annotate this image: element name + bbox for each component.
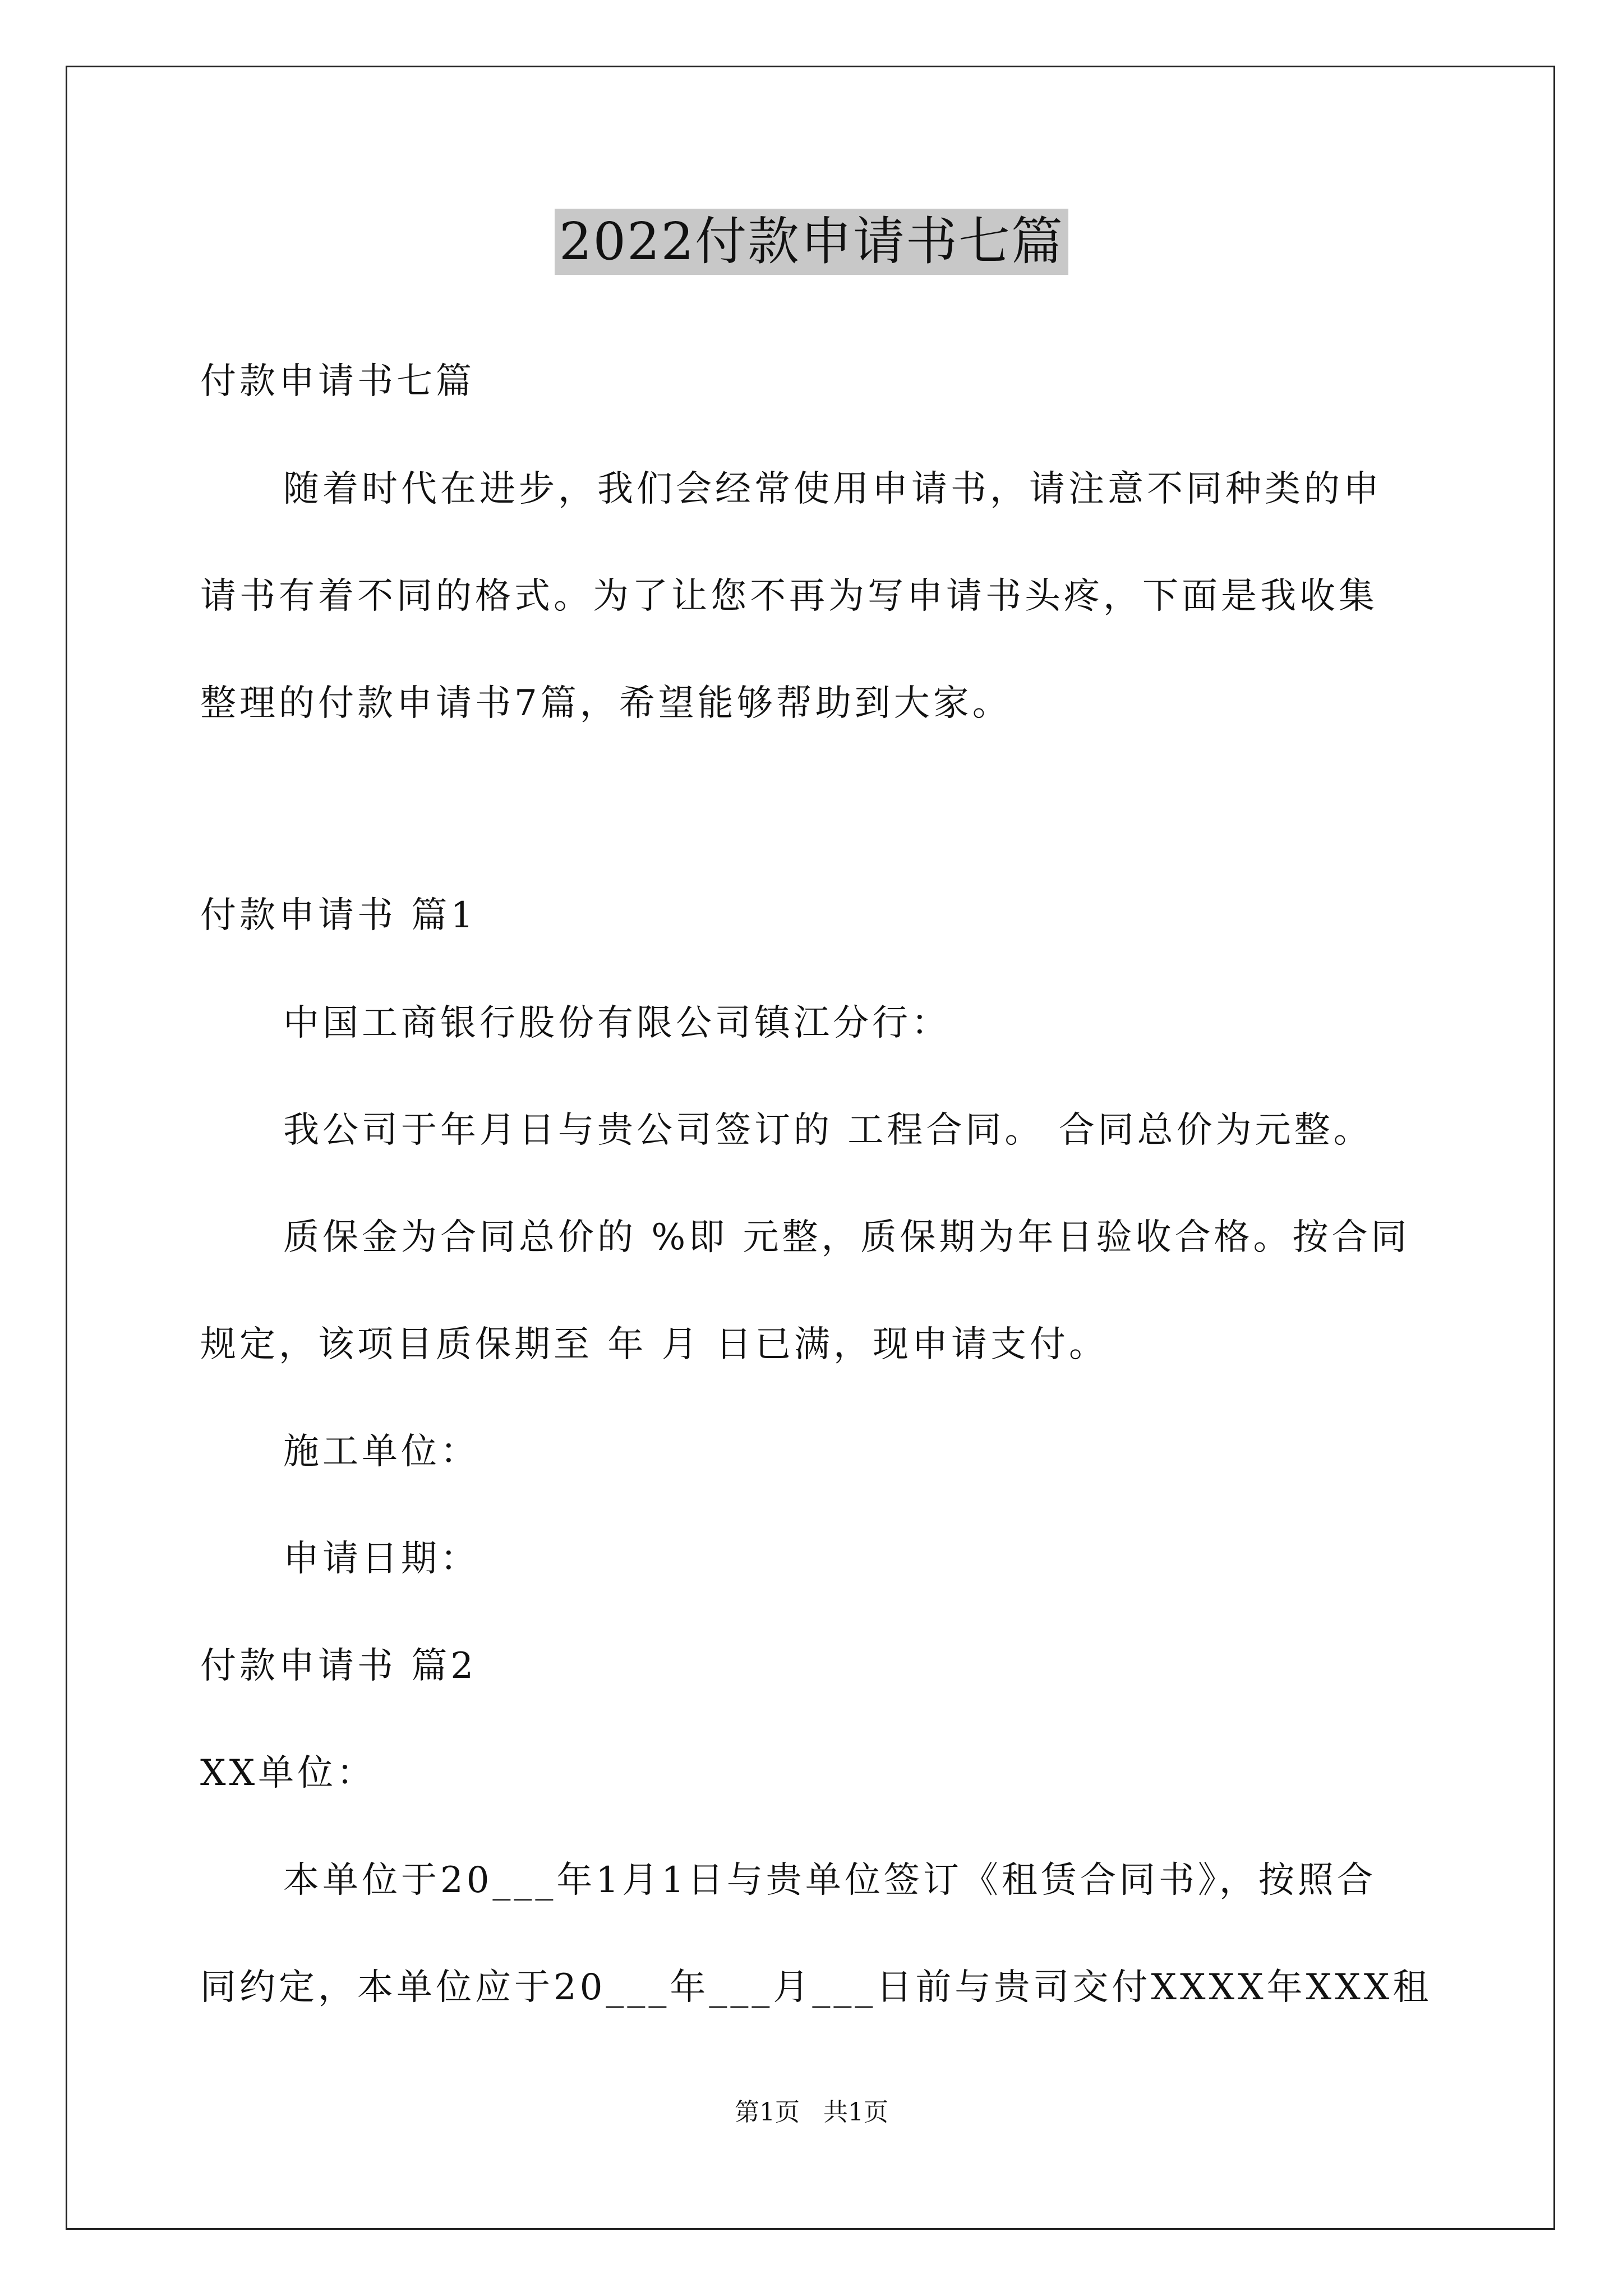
addressee-line: 中国工商银行股份有限公司镇江分行： bbox=[283, 1002, 951, 1044]
title-container bbox=[0, 209, 1623, 275]
section-heading-1: 付款申请书 篇1 bbox=[200, 895, 477, 936]
signature-field-unit: 施工单位： bbox=[283, 1431, 479, 1473]
intro-paragraph-line: 整理的付款申请书7篇，希望能够帮助到大家。 bbox=[200, 683, 1012, 724]
body-paragraph-line: 我公司于年月日与贵公司签订的 工程合同。 合同总价为元整。 bbox=[283, 1110, 1373, 1151]
section-heading-2: 付款申请书 篇2 bbox=[200, 1645, 477, 1687]
page-footer: 第1页 共1页 bbox=[735, 2098, 888, 2127]
body-paragraph-line: 质保金为合同总价的 %即 元整，质保期为年日验收合格。按合同 bbox=[283, 1217, 1410, 1258]
document-title: 2022付款申请书七篇 bbox=[555, 209, 1068, 275]
intro-paragraph-line: 请书有着不同的格式。为了让您不再为写申请书头疼，下面是我收集 bbox=[200, 576, 1378, 617]
body-paragraph-line: 规定，该项目质保期至 年 月 日已满，现申请支付。 bbox=[200, 1324, 1109, 1365]
subtitle-line: 付款申请书七篇 bbox=[200, 361, 475, 402]
body-paragraph-line: 本单位于20___年1月1日与贵单位签订《租赁合同书》，按照合 bbox=[283, 1860, 1376, 1901]
signature-field-date: 申请日期： bbox=[283, 1538, 479, 1580]
addressee-line: XX单位： bbox=[200, 1752, 376, 1794]
intro-paragraph-line: 随着时代在进步，我们会经常使用申请书，请注意不同种类的申 bbox=[283, 468, 1382, 510]
body-paragraph-line: 同约定，本单位应于20___年___月___日前与贵司交付XXXX年XXX租 bbox=[200, 1967, 1432, 2008]
